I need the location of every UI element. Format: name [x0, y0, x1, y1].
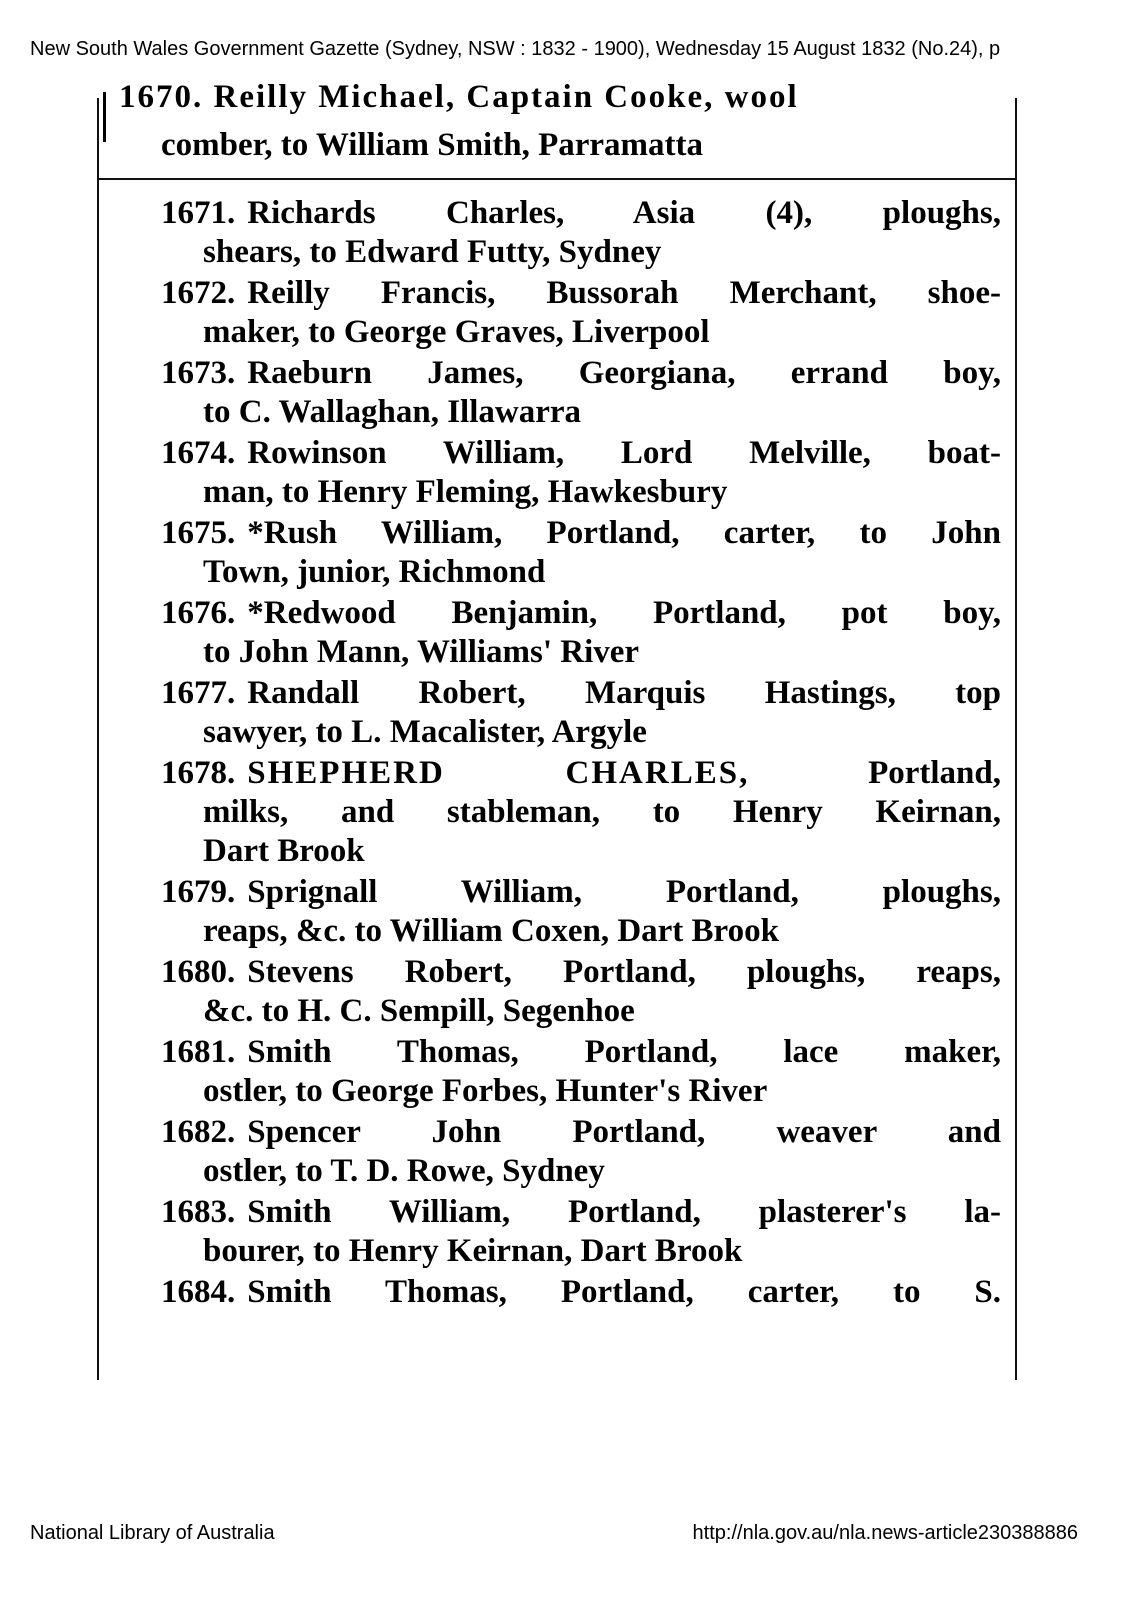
entry-line2: to C. Wallaghan, Illawarra [203, 394, 582, 430]
list-entry [99, 1033, 1015, 1111]
entry-line1: Smith Thomas, Portland, carter, to S. [247, 1274, 1001, 1310]
entry-line2: ostler, to T. D. Rowe, Sydney [203, 1153, 605, 1189]
entry-line1: Raeburn James, Georgiana, errand boy, [247, 355, 1001, 391]
entry-line1: Rowinson William, Lord Melville, boat- [247, 435, 1001, 471]
list-entry [99, 274, 1015, 352]
list-entry [99, 514, 1015, 592]
entry-line1: Portland, [868, 755, 1001, 791]
entry-number: 1680. [161, 954, 236, 990]
margin-mark [103, 92, 106, 142]
entry-line2: reaps, &c. to William Coxen, Dart Brook [203, 913, 779, 949]
entry-number: 1679. [161, 874, 236, 910]
list-entry [99, 194, 1015, 272]
list-entry [99, 674, 1015, 752]
entry-line2: maker, to George Graves, Liverpool [203, 314, 710, 350]
entry-number: 1683. [161, 1194, 236, 1230]
entry-line2: man, to Henry Fleming, Hawkesbury [203, 474, 728, 510]
entry-number: 1677. [161, 675, 236, 711]
top-entry-line1: 1670. Reilly Michael, Captain Cooke, wool [119, 79, 799, 115]
entry-line3: Dart Brook [203, 833, 365, 869]
entry-number: 1678. [161, 755, 236, 791]
list-entry [99, 594, 1015, 672]
list-entry [99, 953, 1015, 1031]
footer-url[interactable]: http://nla.gov.au/nla.news-article230388886 [692, 1522, 1078, 1544]
entry-number: 1671. [161, 195, 236, 231]
entry-number: 1681. [161, 1034, 236, 1070]
citation-header: New South Wales Government Gazette (Sydney, NSW : 1832 - 1900), Wednesday 15 August 1832 (No.24), p [30, 38, 1001, 60]
entry-number: 1682. [161, 1114, 236, 1150]
entry-line2: to John Mann, Williams' River [203, 634, 640, 670]
entry-number: 1676. [161, 595, 236, 631]
list-entry [99, 1273, 1015, 1351]
entry-line2: bourer, to Henry Keirnan, Dart Brook [203, 1233, 743, 1269]
entry-line1: Richards Charles, Asia (4), ploughs, [247, 195, 1001, 231]
gazette-clipping [97, 79, 1017, 1380]
entry-line2: ostler, to George Forbes, Hunter's River [203, 1073, 768, 1109]
entry-line2: &c. to H. C. Sempill, Segenhoe [203, 993, 635, 1029]
entry-line2: Town, junior, Richmond [203, 554, 546, 590]
list-entry [99, 434, 1015, 512]
list-entry [99, 754, 1015, 871]
list-entry [99, 873, 1015, 951]
top-entry [99, 79, 1015, 180]
entry-line1: *Rush William, Portland, carter, to John [247, 515, 1001, 551]
entry-line1: Sprignall William, Portland, ploughs, [247, 874, 1001, 910]
entry-line1: Spencer John Portland, weaver and [247, 1114, 1001, 1150]
entry-line1: Randall Robert, Marquis Hastings, top [247, 675, 1001, 711]
entry-line1: Stevens Robert, Portland, ploughs, reaps, [247, 954, 1001, 990]
list-entry [99, 1193, 1015, 1271]
entry-line1: Reilly Francis, Bussorah Merchant, shoe- [247, 275, 1001, 311]
list-entry [99, 354, 1015, 432]
entry-list [99, 194, 1015, 1353]
entry-number: 1675. [161, 515, 236, 551]
entry-line1: Smith William, Portland, plasterer's la- [247, 1194, 1001, 1230]
footer-source: National Library of Australia [30, 1522, 275, 1544]
entry-number: 1674. [161, 435, 236, 471]
entry-line2: milks, and stableman, to Henry Keirnan, [203, 794, 1001, 830]
entry-line2: sawyer, to L. Macalister, Argyle [203, 714, 647, 750]
top-entry-line2: comber, to William Smith, Parramatta [161, 127, 703, 163]
entry-name-caps: SHEPHERD CHARLES, [247, 755, 750, 791]
list-entry [99, 1113, 1015, 1191]
entry-line1: *Redwood Benjamin, Portland, pot boy, [247, 595, 1001, 631]
entry-line1: Smith Thomas, Portland, lace maker, [247, 1034, 1001, 1070]
entry-number: 1673. [161, 355, 236, 391]
entry-line2: shears, to Edward Futty, Sydney [203, 234, 662, 270]
entry-number: 1672. [161, 275, 236, 311]
entry-number: 1684. [161, 1274, 236, 1310]
